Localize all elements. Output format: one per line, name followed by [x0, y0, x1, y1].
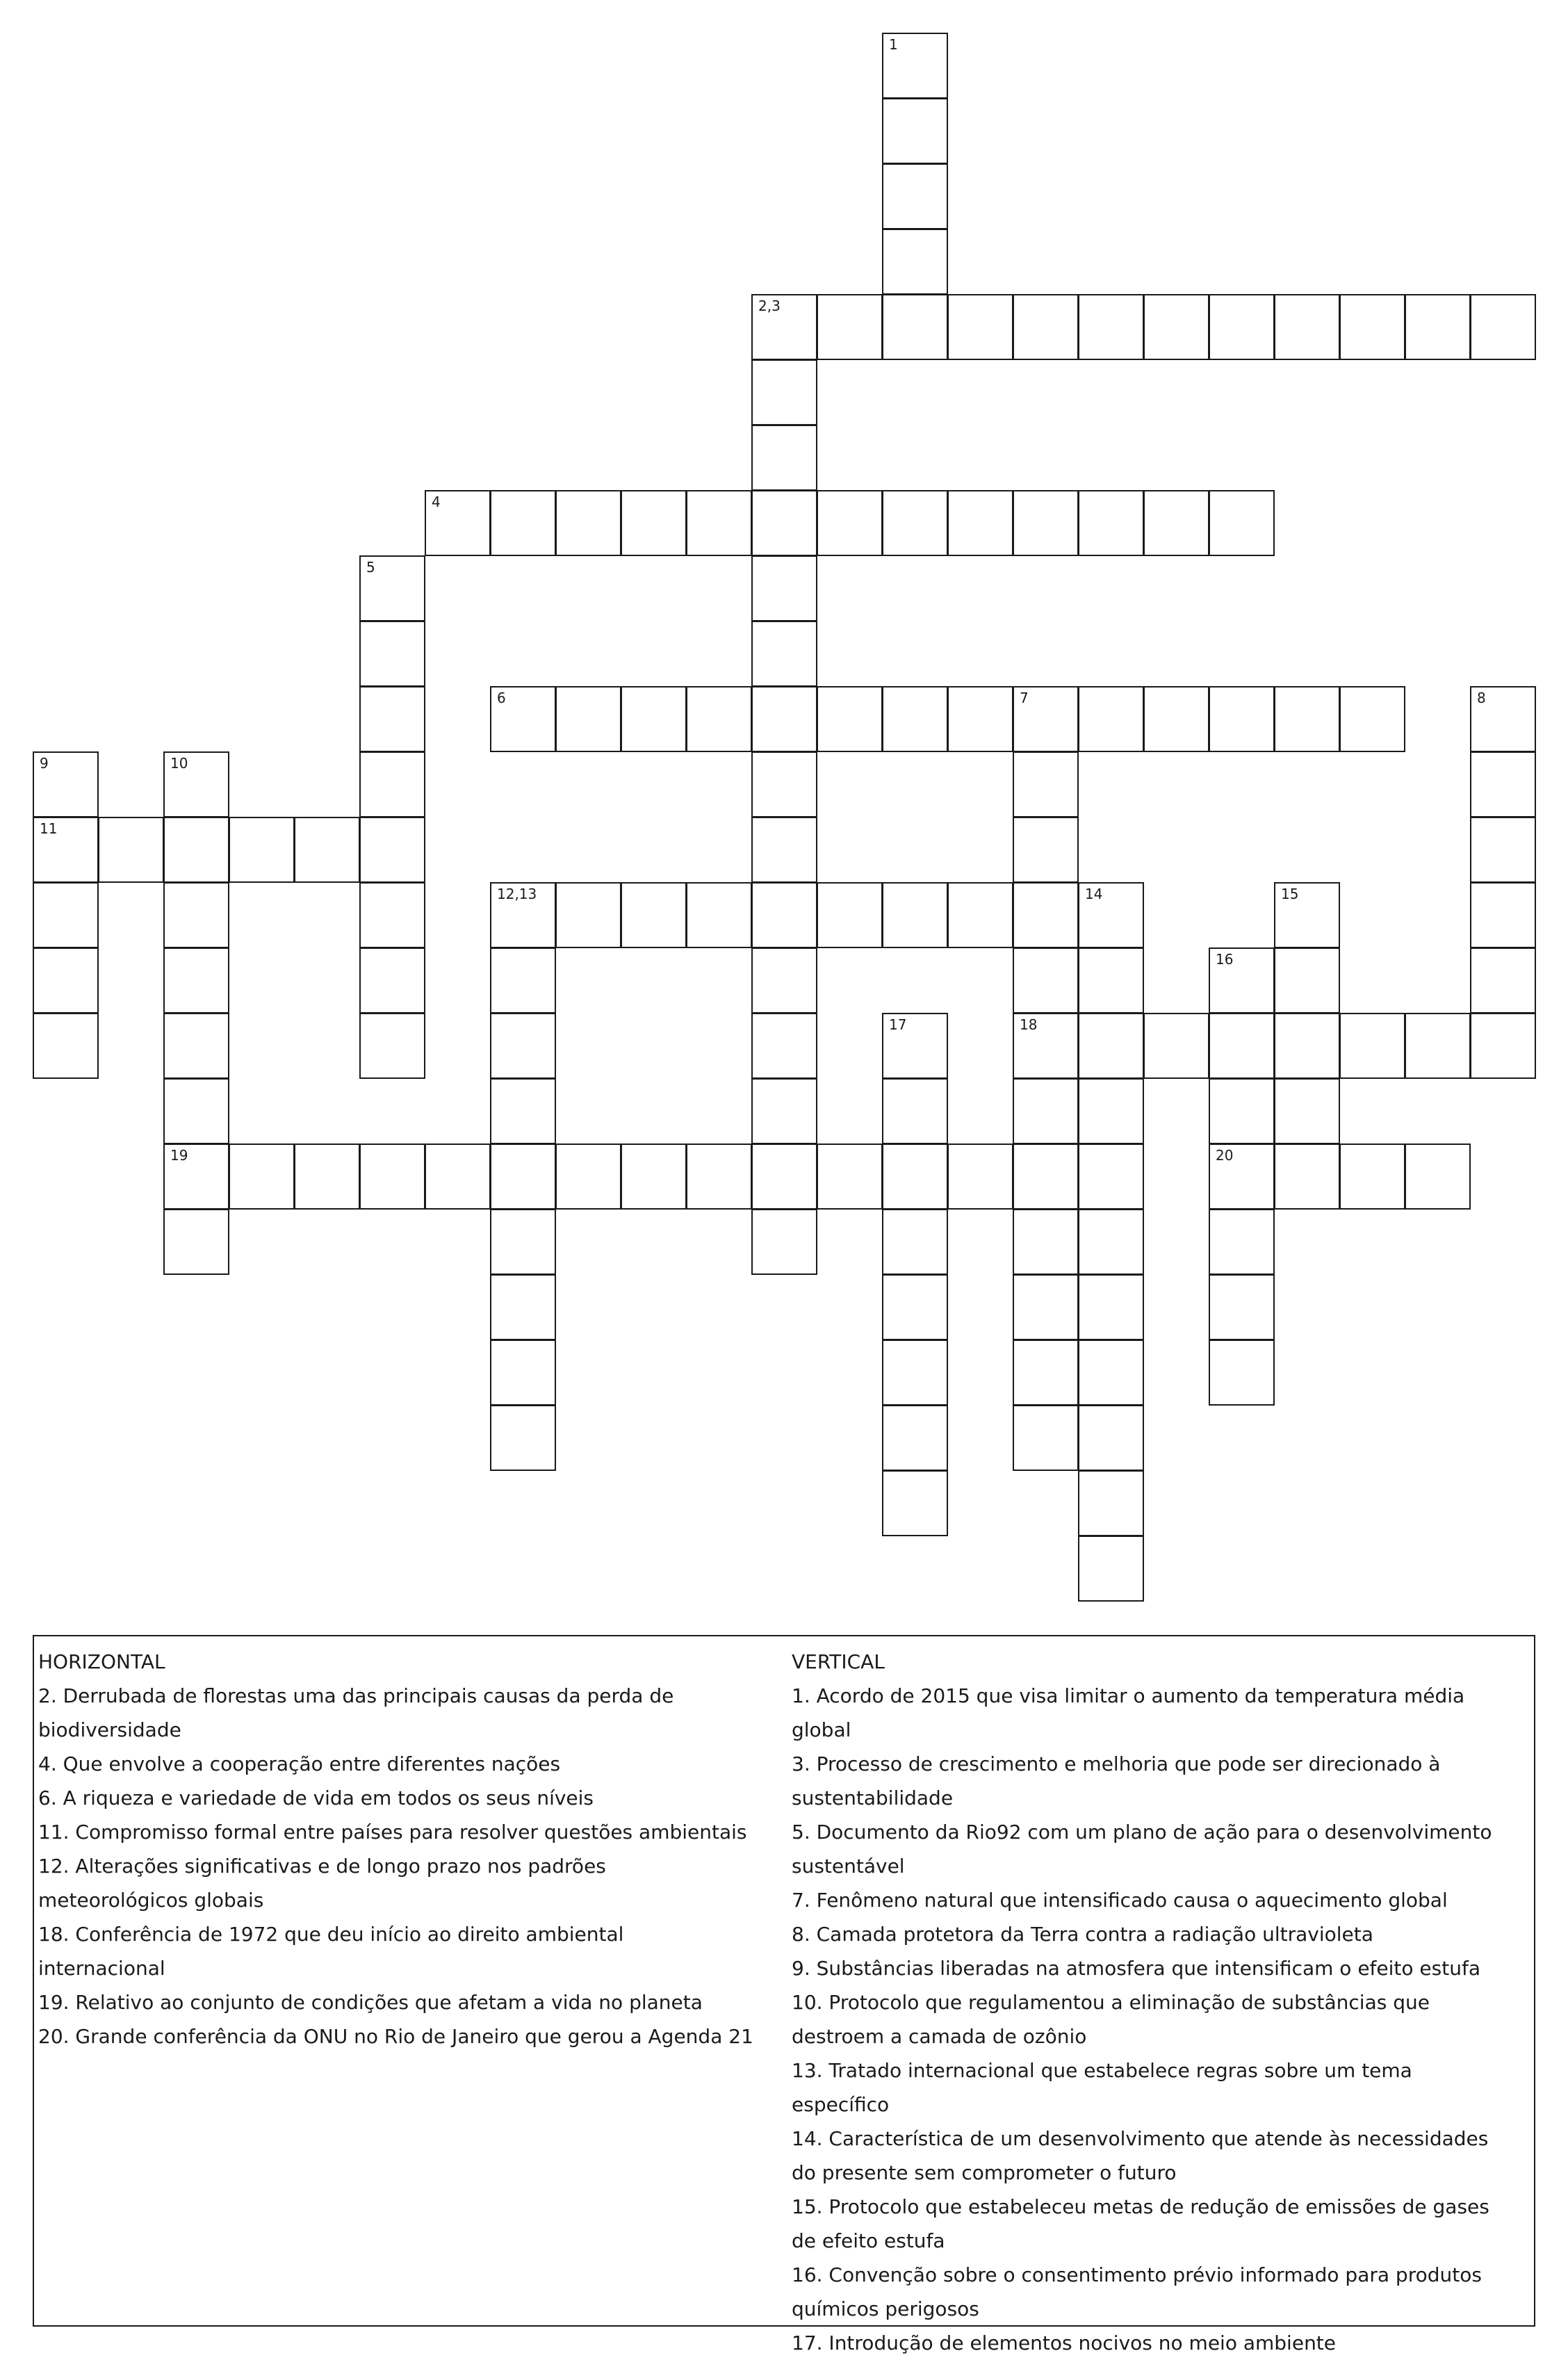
grid-cell[interactable] — [1339, 1144, 1405, 1210]
horizontal-title: HORIZONTAL — [38, 1650, 165, 1673]
grid-cell[interactable] — [1209, 294, 1275, 360]
grid-cell[interactable] — [1143, 1013, 1209, 1079]
grid-cell[interactable] — [751, 1078, 817, 1144]
grid-cell[interactable] — [1274, 1144, 1340, 1210]
grid-cell[interactable] — [882, 1144, 948, 1210]
grid-cell[interactable] — [1078, 1274, 1144, 1340]
grid-cell[interactable] — [490, 1405, 556, 1471]
grid-cell[interactable] — [882, 229, 948, 295]
grid-cell[interactable] — [751, 882, 817, 948]
clue-number: 12,13 — [497, 886, 537, 902]
horizontal-clue: 20. Grande conferência da ONU no Rio de Janeiro que gerou a Agenda 21 — [38, 2025, 753, 2048]
horizontal-clue: 19. Relativo ao conjunto de condições que afetam a vida no planeta — [38, 1991, 703, 2014]
grid-cell[interactable] — [1209, 947, 1275, 1014]
vertical-clue: 9. Substâncias liberadas na atmosfera que intensificam o efeito estufa — [792, 1957, 1480, 1980]
grid-cell[interactable] — [33, 817, 99, 883]
grid-cell[interactable] — [882, 1340, 948, 1406]
horizontal-clue: 2. Derrubada de florestas uma das principais causas da perda de biodiversidade — [38, 1684, 674, 1741]
grid-cell[interactable] — [1013, 1405, 1079, 1471]
horizontal-clues — [38, 1645, 754, 2053]
grid-cell[interactable] — [1274, 294, 1340, 360]
horizontal-clue: 6. A riqueza e variedade de vida em todos os seus níveis — [38, 1787, 594, 1809]
grid-cell[interactable] — [1470, 947, 1536, 1014]
grid-cell[interactable] — [1013, 1209, 1079, 1275]
grid-cell[interactable] — [751, 621, 817, 687]
horizontal-clue: 4. Que envolve a cooperação entre diferentes nações — [38, 1752, 561, 1775]
grid-cell[interactable] — [490, 1340, 556, 1406]
grid-cell[interactable] — [490, 947, 556, 1014]
grid-cell[interactable] — [947, 490, 1013, 556]
vertical-clue: 3. Processo de crescimento e melhoria que pode ser direcionado à sustentabilidade — [792, 1752, 1441, 1809]
grid-cell[interactable] — [359, 621, 425, 687]
grid-cell[interactable] — [163, 1209, 229, 1275]
grid-cell[interactable] — [686, 882, 752, 948]
grid-cell[interactable] — [1078, 947, 1144, 1014]
grid-cell[interactable] — [751, 294, 817, 360]
clue-number: 5 — [366, 559, 375, 576]
vertical-clue: 10. Protocolo que regulamentou a eliminação de substâncias que destroem a camada de ozônio — [792, 1991, 1430, 2048]
grid-cell[interactable] — [882, 1078, 948, 1144]
horizontal-clue: 11. Compromisso formal entre países para resolver questões ambientais — [38, 1821, 747, 1844]
horizontal-clue: 12. Alterações significativas e de longo prazo nos padrões meteorológicos globais — [38, 1855, 606, 1912]
grid-cell[interactable] — [621, 882, 687, 948]
vertical-clue: 14. Característica de um desenvolvimento que atende às necessidades do presente sem comprometer o futuro — [792, 2127, 1489, 2184]
vertical-clue: 15. Protocolo que estabeleceu metas de redução de emissões de gases de efeito estufa — [792, 2195, 1489, 2252]
grid-cell[interactable] — [359, 1144, 425, 1210]
grid-cell[interactable] — [751, 555, 817, 621]
grid-cell[interactable] — [1470, 817, 1536, 883]
grid-cell[interactable] — [229, 1144, 295, 1210]
grid-cell[interactable] — [1013, 1078, 1079, 1144]
grid-cell[interactable] — [621, 686, 687, 752]
grid-cell[interactable] — [1209, 1274, 1275, 1340]
grid-cell[interactable] — [425, 490, 491, 556]
grid-cell[interactable] — [751, 817, 817, 883]
grid-cell[interactable] — [163, 947, 229, 1014]
grid-cell[interactable] — [359, 555, 425, 621]
grid-cell[interactable] — [1274, 947, 1340, 1014]
grid-cell[interactable] — [359, 1013, 425, 1079]
grid-cell[interactable] — [882, 1470, 948, 1536]
grid-cell[interactable] — [751, 490, 817, 556]
grid-cell[interactable] — [1405, 1144, 1471, 1210]
vertical-clue: 13. Tratado internacional que estabelece regras sobre um tema específico — [792, 2059, 1412, 2116]
vertical-clue: 5. Documento da Rio92 com um plano de ação para o desenvolvimento sustentável — [792, 1821, 1492, 1878]
grid-cell[interactable] — [1470, 1013, 1536, 1079]
grid-cell[interactable] — [1339, 294, 1405, 360]
grid-cell[interactable] — [163, 751, 229, 817]
grid-cell[interactable] — [163, 1013, 229, 1079]
grid-cell[interactable] — [621, 490, 687, 556]
grid-cell[interactable] — [1143, 686, 1209, 752]
grid-cell[interactable] — [947, 686, 1013, 752]
grid-cell[interactable] — [490, 686, 556, 752]
grid-cell[interactable] — [1209, 490, 1275, 556]
grid-cell[interactable] — [1078, 1209, 1144, 1275]
grid-cell[interactable] — [947, 294, 1013, 360]
grid-cell[interactable] — [947, 1144, 1013, 1210]
grid-cell[interactable] — [882, 882, 948, 948]
grid-cell[interactable] — [1274, 1013, 1340, 1079]
grid-cell[interactable] — [947, 882, 1013, 948]
grid-cell[interactable] — [1013, 947, 1079, 1014]
grid-cell[interactable] — [490, 1144, 556, 1210]
clue-number: 1 — [889, 36, 898, 53]
grid-cell[interactable] — [1013, 1274, 1079, 1340]
grid-cell[interactable] — [1013, 686, 1079, 752]
grid-cell[interactable] — [1274, 1078, 1340, 1144]
grid-cell[interactable] — [882, 1209, 948, 1275]
clue-number: 19 — [170, 1147, 188, 1164]
grid-cell[interactable] — [882, 98, 948, 164]
grid-cell[interactable] — [163, 1144, 229, 1210]
grid-cell[interactable] — [751, 425, 817, 491]
grid-cell[interactable] — [1078, 1013, 1144, 1079]
clue-number: 16 — [1216, 951, 1234, 968]
grid-cell[interactable] — [1274, 882, 1340, 948]
grid-cell[interactable] — [1013, 882, 1079, 948]
grid-cell[interactable] — [555, 490, 621, 556]
grid-cell[interactable] — [1470, 294, 1536, 360]
vertical-title: VERTICAL — [792, 1650, 885, 1673]
clue-number: 20 — [1216, 1147, 1234, 1164]
grid-cell[interactable] — [163, 882, 229, 948]
grid-cell[interactable] — [1209, 1144, 1275, 1210]
grid-cell[interactable] — [1078, 490, 1144, 556]
grid-cell[interactable] — [751, 751, 817, 817]
grid-cell[interactable] — [425, 1144, 491, 1210]
clue-number: 2,3 — [758, 298, 781, 314]
grid-cell[interactable] — [817, 1144, 883, 1210]
grid-cell[interactable] — [1143, 294, 1209, 360]
grid-cell[interactable] — [1209, 1209, 1275, 1275]
grid-cell[interactable] — [33, 947, 99, 1014]
grid-cell[interactable] — [1209, 1340, 1275, 1406]
grid-cell[interactable] — [751, 947, 817, 1014]
vertical-clue: 17. Introdução de elementos nocivos no meio ambiente — [792, 2331, 1337, 2354]
clue-number: 9 — [40, 755, 49, 772]
grid-cell[interactable] — [1013, 1013, 1079, 1079]
grid-cell[interactable] — [98, 817, 164, 883]
grid-cell[interactable] — [163, 1078, 229, 1144]
grid-cell[interactable] — [1078, 1078, 1144, 1144]
grid-cell[interactable] — [751, 1013, 817, 1079]
grid-cell[interactable] — [882, 1013, 948, 1079]
grid-cell[interactable] — [1078, 882, 1144, 948]
grid-cell[interactable] — [1078, 1536, 1144, 1602]
grid-cell[interactable] — [817, 686, 883, 752]
grid-cell[interactable] — [555, 882, 621, 948]
grid-cell[interactable] — [490, 882, 556, 948]
grid-cell[interactable] — [1209, 1013, 1275, 1079]
grid-cell[interactable] — [359, 817, 425, 883]
vertical-clue: 1. Acordo de 2015 que visa limitar o aumento da temperatura média global — [792, 1684, 1465, 1741]
grid-cell[interactable] — [1339, 1013, 1405, 1079]
grid-cell[interactable] — [294, 1144, 360, 1210]
clue-number: 18 — [1020, 1016, 1038, 1033]
grid-cell[interactable] — [686, 686, 752, 752]
vertical-clue: 16. Convenção sobre o consentimento prévio informado para produtos químicos perigosos — [792, 2263, 1482, 2320]
grid-cell[interactable] — [882, 33, 948, 99]
grid-cell[interactable] — [490, 1078, 556, 1144]
clue-number: 11 — [40, 820, 58, 837]
clue-number: 4 — [432, 494, 441, 510]
grid-cell[interactable] — [882, 686, 948, 752]
grid-cell[interactable] — [294, 817, 360, 883]
vertical-clue: 8. Camada protetora da Terra contra a radiação ultravioleta — [792, 1923, 1373, 1946]
grid-cell[interactable] — [751, 1209, 817, 1275]
clue-number: 14 — [1085, 886, 1103, 902]
grid-cell[interactable] — [555, 686, 621, 752]
grid-cell[interactable] — [1078, 1470, 1144, 1536]
clue-number: 10 — [170, 755, 188, 772]
grid-cell[interactable] — [33, 1013, 99, 1079]
grid-cell[interactable] — [1078, 686, 1144, 752]
grid-cell[interactable] — [1078, 294, 1144, 360]
grid-cell[interactable] — [359, 686, 425, 752]
grid-cell[interactable] — [490, 490, 556, 556]
grid-cell[interactable] — [1013, 294, 1079, 360]
clue-number: 17 — [889, 1016, 907, 1033]
grid-cell[interactable] — [686, 490, 752, 556]
grid-cell[interactable] — [1078, 1405, 1144, 1471]
grid-cell[interactable] — [1013, 490, 1079, 556]
grid-cell[interactable] — [1209, 1078, 1275, 1144]
grid-cell[interactable] — [1013, 1340, 1079, 1406]
grid-cell[interactable] — [1078, 1340, 1144, 1406]
grid-cell[interactable] — [555, 1144, 621, 1210]
grid-cell[interactable] — [359, 947, 425, 1014]
vertical-clues — [792, 1645, 1514, 2360]
grid-cell[interactable] — [490, 1013, 556, 1079]
grid-cell[interactable] — [490, 1274, 556, 1340]
grid-cell[interactable] — [33, 751, 99, 817]
grid-cell[interactable] — [882, 490, 948, 556]
grid-cell[interactable] — [882, 1274, 948, 1340]
grid-cell[interactable] — [1013, 751, 1079, 817]
grid-cell[interactable] — [882, 1405, 948, 1471]
grid-cell[interactable] — [1013, 1144, 1079, 1210]
grid-cell[interactable] — [1405, 1013, 1471, 1079]
grid-cell[interactable] — [751, 686, 817, 752]
grid-cell[interactable] — [817, 294, 883, 360]
clues-box — [33, 1635, 1535, 2354]
vertical-clue: 7. Fenômeno natural que intensificado causa o aquecimento global — [792, 1889, 1448, 1912]
grid-cell[interactable] — [686, 1144, 752, 1210]
clue-number: 6 — [497, 690, 506, 706]
grid-cell[interactable] — [1274, 686, 1340, 752]
grid-cell[interactable] — [163, 817, 229, 883]
grid-cell[interactable] — [359, 882, 425, 948]
horizontal-clue: 18. Conferência de 1972 que deu início ao direito ambiental internacional — [38, 1923, 624, 1980]
grid-cell[interactable] — [882, 294, 948, 360]
grid-cell[interactable] — [621, 1144, 687, 1210]
grid-cell[interactable] — [751, 359, 817, 425]
grid-cell[interactable] — [1143, 490, 1209, 556]
grid-cell[interactable] — [1013, 817, 1079, 883]
grid-cell[interactable] — [229, 817, 295, 883]
grid-cell[interactable] — [1339, 686, 1405, 752]
grid-cell[interactable] — [1078, 1144, 1144, 1210]
grid-cell[interactable] — [1470, 751, 1536, 817]
grid-cell[interactable] — [751, 1144, 817, 1210]
grid-cell[interactable] — [817, 882, 883, 948]
grid-cell[interactable] — [1470, 882, 1536, 948]
grid-cell[interactable] — [490, 1209, 556, 1275]
grid-cell[interactable] — [1470, 686, 1536, 752]
grid-cell[interactable] — [817, 490, 883, 556]
clue-number: 7 — [1020, 690, 1029, 706]
clue-number: 8 — [1477, 690, 1486, 706]
grid-cell[interactable] — [1209, 686, 1275, 752]
grid-cell[interactable] — [882, 163, 948, 229]
grid-cell[interactable] — [1405, 294, 1471, 360]
clue-number: 15 — [1281, 886, 1299, 902]
grid-cell[interactable] — [359, 751, 425, 817]
grid-cell[interactable] — [33, 882, 99, 948]
